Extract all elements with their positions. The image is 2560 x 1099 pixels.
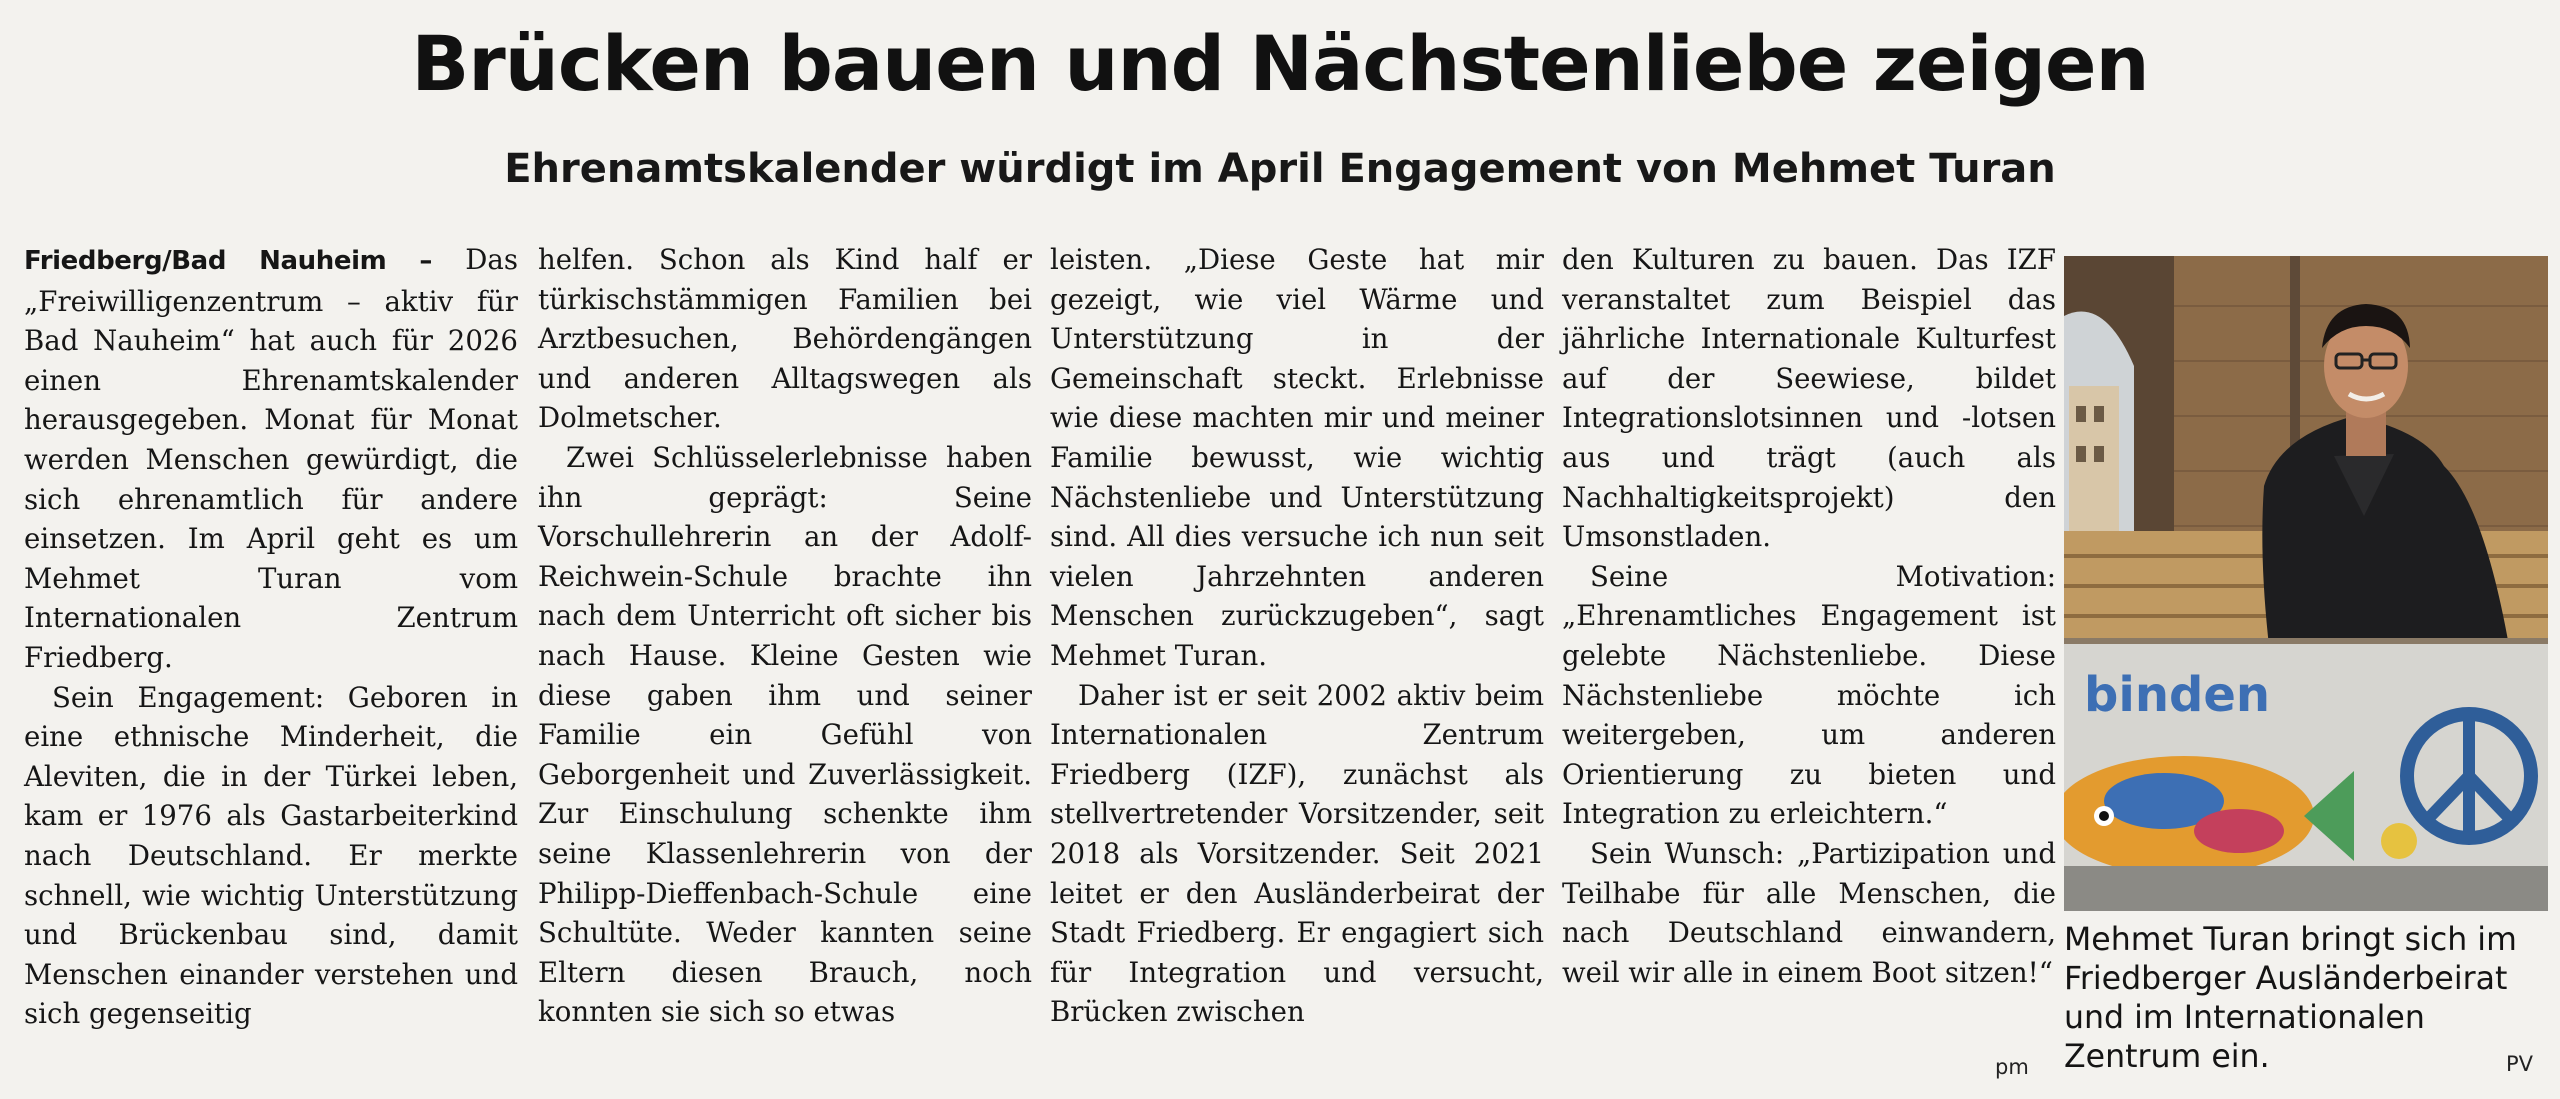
photo-credit: PV: [2506, 1052, 2534, 1076]
author-signature: pm: [1995, 1055, 2029, 1079]
article-column-4: [1562, 240, 2056, 992]
paragraph-text: Das „Freiwilligenzentrum – aktiv für Bad Nauheim“ hat auch für 2026 einen Ehrenamtskalender herausgegeben. Monat für Monat werden Menschen gewürdigt, die sich ehrenamtlich für andere einsetzen. Im April geht es um Mehmet Turan vom Internationalen Zentrum Friedberg.: [24, 243, 518, 674]
paragraph: Sein Engagement: Geboren in eine ethnische Minderheit, die Aleviten, die in der Türkei leben, kam er 1976 als Gastarbeiterkind nach Deutschland. Er merkte schnell, wie wichtig Unterstützung und Brückenbau sind, damit Menschen einander verstehen und sich gegenseitig: [24, 680, 518, 1031]
paragraph: [24, 240, 518, 678]
headline: Brücken bauen und Nächstenliebe zeigen: [411, 19, 2149, 108]
paragraph: den Kulturen zu bauen. Das IZF veranstaltet zum Beispiel das jährliche Internationale Kulturfest auf der Seewiese, bildet Integrationslotsinnen und -lotsen aus und trägt (auch als Nachhaltigkeitsprojekt) den Umsonstladen.: [1562, 243, 2056, 554]
paragraph: Zwei Schlüsselerlebnisse haben ihn geprägt: Seine Vorschullehrerin an der Adolf-Reichwein-Schule brachte ihn nach dem Unterricht oft sicher bis nach Hause. Kleine Gesten wie diese gaben ihm und seiner Familie ein Gefühl von Geborgenheit und Zuverlässigkeit. Zur Einschulung schenkte ihm seine Klassenlehrerin von der Philipp-Dieffenbach-Schule eine Schultüte. Weder kannten seine Eltern diesen Brauch, noch konnten sie sich so etwas: [538, 440, 1032, 1029]
dateline: Friedberg/Bad Nauheim –: [24, 246, 433, 276]
paragraph: Seine Motivation: „Ehrenamtliches Engagement ist gelebte Nächstenliebe. Diese Nächstenliebe möchte ich weitergeben, um anderen Orientierung zu bieten und Integration zu erleichtern.“: [1562, 559, 2056, 831]
paragraph: Daher ist er seit 2002 aktiv beim Internationalen Zentrum Friedberg (IZF), zunächst als stellvertretender Vorsitzender, seit 2018 als Vorsitzender. Seit 2021 leitet er den Ausländerbeirat der Stadt Friedberg. Er engagiert sich für Integration und versucht, Brücken zwischen: [1050, 678, 1544, 1029]
paragraph: Sein Wunsch: „Partizipation und Teilhabe für alle Menschen, die nach Deutschland einwandern, weil wir alle in einem Boot sitzen!“: [1562, 836, 2056, 989]
paragraph: leisten. „Diese Geste hat mir gezeigt, wie viel Wärme und Unterstützung in der Gemeinschaft steckt. Erlebnisse wie diese machten mir und meiner Familie bewusst, wie wichtig Nächstenliebe und Unterstützung sind. All dies versuche ich nun seit vielen Jahrzehnten anderen Menschen zurückzugeben“, sagt Mehmet Turan.: [1050, 243, 1544, 672]
mural-text: binden: [2084, 667, 2271, 723]
article-column-3: [1050, 240, 1544, 1032]
article-column-1: [24, 240, 518, 1034]
photo-caption: Mehmet Turan bringt sich im Friedberger Ausländerbeirat und im Internationalen Zentrum ein.: [2064, 922, 2517, 1075]
paragraph: helfen. Schon als Kind half er türkischstämmigen Familien bei Arztbesuchen, Behördengängen und anderen Alltagswegen als Dolmetscher.: [538, 243, 1032, 435]
portrait-photo: [2064, 256, 2548, 911]
subheadline: Ehrenamtskalender würdigt im April Engagement von Mehmet Turan: [504, 146, 2056, 192]
article-column-2: [538, 240, 1032, 1032]
